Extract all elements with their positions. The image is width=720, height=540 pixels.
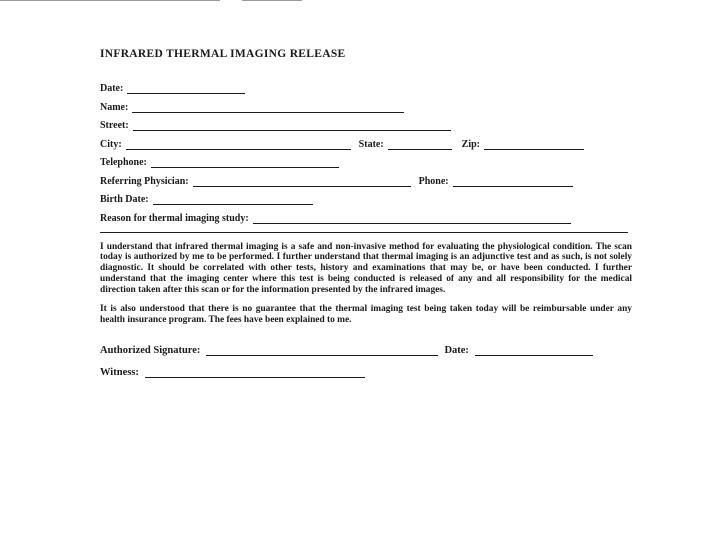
name-label: Name: bbox=[100, 101, 129, 113]
state-label: State: bbox=[358, 138, 384, 150]
consent-paragraph: I understand that infrared thermal imaging is a safe and non-invasive method for evaluating the physiological condition. The scan today is authorized by me to be performed. I further understand that thermal imaging is an adjunctive test and as such, is not solely diagnostic. It should be correlated with other tests, history and examinations that may be, or have been conducted. I further understand that the imaging center where this test is being conducted is released of any and all responsibility for the medical direction taken after this scan or for the information presented by the infrared images. bbox=[100, 241, 632, 295]
street-row bbox=[100, 113, 632, 131]
zip-label: Zip: bbox=[461, 138, 481, 150]
reason-continuation-line[interactable] bbox=[100, 232, 628, 233]
birth-date-field[interactable] bbox=[153, 193, 313, 205]
city-field[interactable] bbox=[126, 138, 351, 150]
scan-artifact-line bbox=[242, 0, 302, 1]
city-row bbox=[100, 132, 632, 150]
signature-date-label: Date: bbox=[444, 345, 469, 357]
reason-row bbox=[100, 206, 632, 224]
referring-physician-field[interactable] bbox=[193, 175, 411, 187]
insurance-paragraph: It is also understood that there is no guarantee that the thermal imaging test being taken today will be reimbursable under any health insurance program. The fees have been explained to me. bbox=[100, 304, 632, 326]
signature-date-field[interactable] bbox=[475, 344, 593, 356]
witness-field[interactable] bbox=[145, 366, 365, 378]
phone-field[interactable] bbox=[453, 175, 573, 187]
authorized-signature-field[interactable] bbox=[206, 344, 438, 356]
witness-label: Witness: bbox=[100, 367, 139, 379]
name-field[interactable] bbox=[132, 101, 404, 113]
reason-label: Reason for thermal imaging study: bbox=[100, 212, 249, 224]
scan-artifact-line bbox=[0, 0, 220, 1]
birth-date-row bbox=[100, 187, 632, 205]
name-row bbox=[100, 95, 632, 113]
zip-field[interactable] bbox=[484, 138, 584, 150]
authorized-signature-label: Authorized Signature: bbox=[100, 345, 201, 357]
referring-physician-label: Referring Physician: bbox=[100, 175, 189, 187]
street-field[interactable] bbox=[133, 119, 451, 131]
telephone-label: Telephone: bbox=[100, 157, 147, 168]
date-label: Date: bbox=[100, 83, 124, 94]
birth-date-label: Birth Date: bbox=[100, 194, 149, 205]
telephone-row bbox=[100, 150, 632, 168]
reason-field[interactable] bbox=[253, 212, 571, 224]
street-label: Street: bbox=[100, 120, 129, 131]
date-field[interactable] bbox=[127, 82, 245, 94]
form-title: INFRARED THERMAL IMAGING RELEASE bbox=[100, 48, 346, 60]
witness-row bbox=[100, 360, 632, 378]
telephone-field[interactable] bbox=[151, 156, 339, 168]
referring-physician-row bbox=[100, 169, 632, 187]
signature-row bbox=[100, 338, 632, 356]
phone-label: Phone: bbox=[418, 175, 449, 187]
date-row bbox=[100, 76, 632, 94]
state-field[interactable] bbox=[388, 138, 452, 150]
release-form bbox=[100, 48, 632, 378]
city-label: City: bbox=[100, 138, 122, 150]
